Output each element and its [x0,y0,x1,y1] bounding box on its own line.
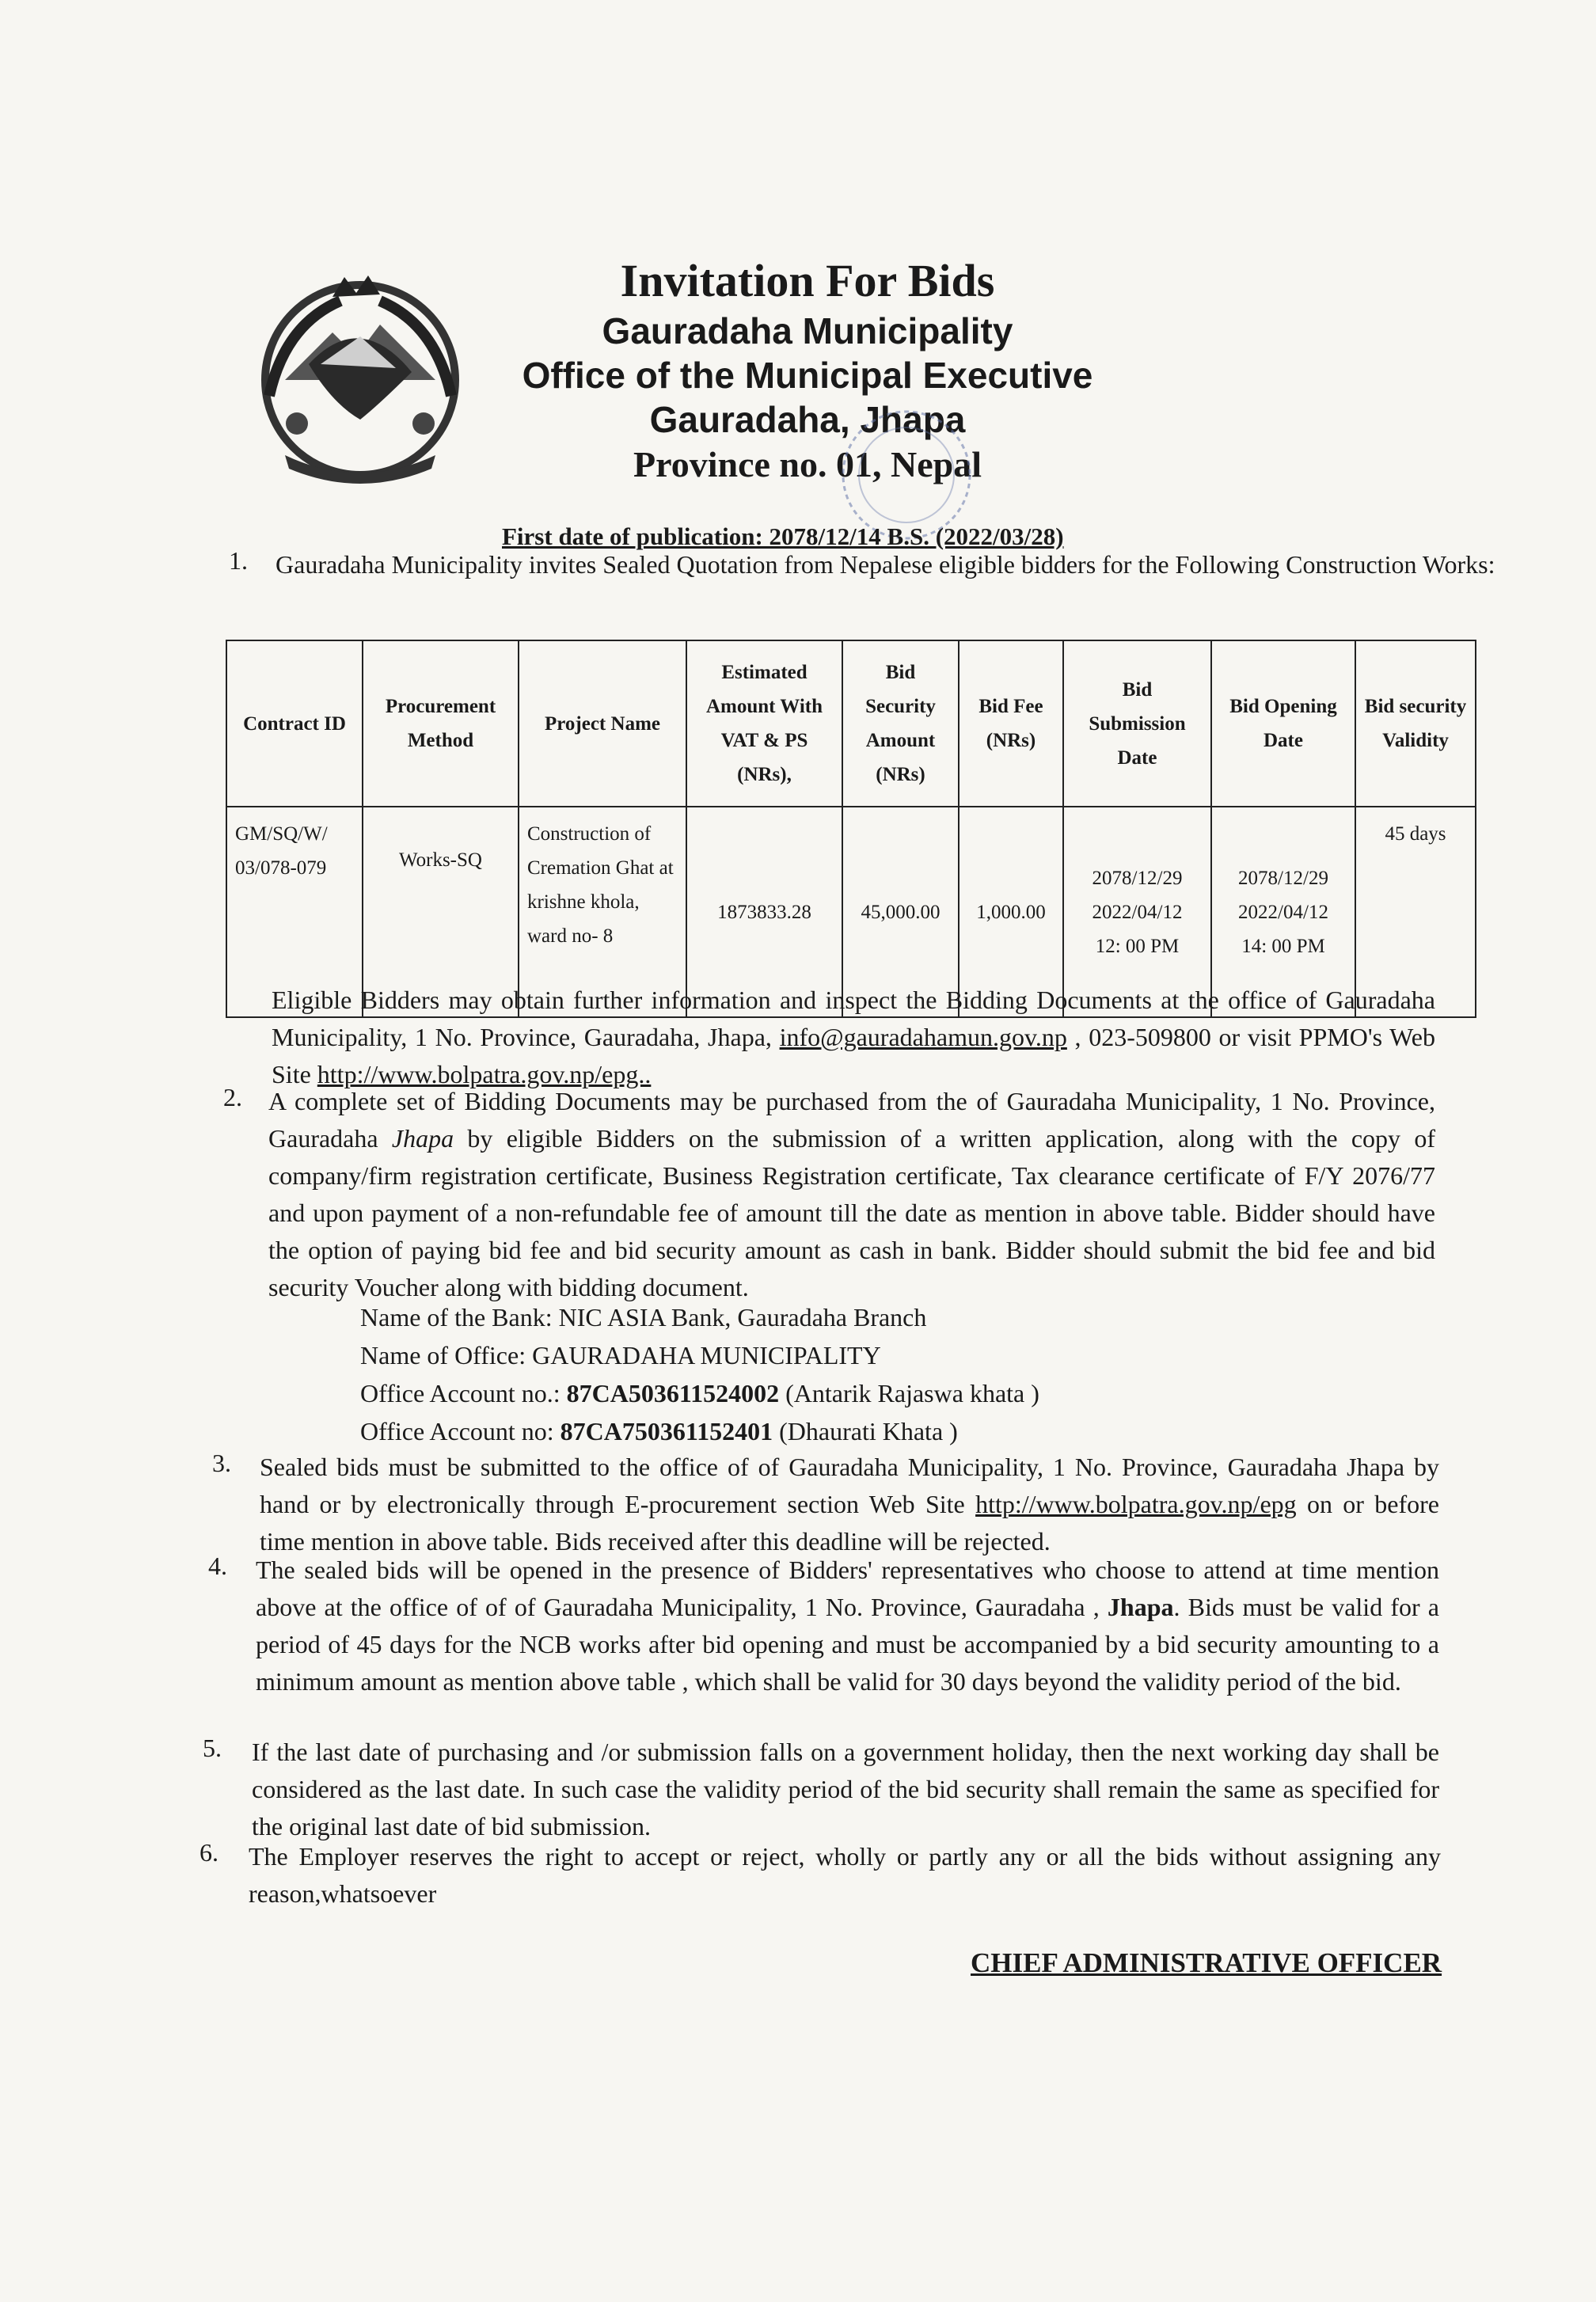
col-bid-security: Bid Security Amount (NRs) [842,640,959,807]
item-3-text-b: on or before time mention in above table. Bids received after this deadline will be rejected. [260,1490,1439,1556]
item-1-info-text: Eligible Bidders may obtain further information and inspect the Bidding Documents at the office of Gauradaha Municipality, 1 No. Province, Gauradaha, Jhapa, [272,986,1435,1051]
account-2-label: Office Account no: [360,1417,560,1445]
submission-date-ad: 2022/04/12 [1092,901,1183,923]
col-bid-fee: Bid Fee (NRs) [959,640,1063,807]
item-1-contact-text: , 023-509800 or visit PPMO's Web Site [272,1023,1436,1088]
item-4-text-b: . Bids must be valid for a period of 45 days for the NCB works after bid opening and must be accompanied by a bid security amounting to a minimum amount as mention above table , which shall be valid for 30 days beyond the validity period of the bid. [256,1593,1440,1696]
item-5-text: If the last date of purchasing and /or submission falls on a government holiday, then the next working day shall be considered as the last date. In such case the validity period of the bid security shall remain the same as specified for the original last date of bid submission. [252,1738,1439,1840]
col-contract-id: Contract ID [226,640,363,807]
office-location: Gauradaha, Jhapa [649,399,966,440]
publication-date: First date of publication: 2078/12/14 B.S. (2022/03/28) [502,522,1064,550]
item-4-text-a: The sealed bids will be opened in the presence of Bidders' representatives who choose to attend at time mention above at the office of of of Gauradaha Municipality, 1 No. Province, Gauradaha , [256,1556,1439,1621]
item-2-text [268,1083,1435,1306]
account-2 [360,1412,958,1450]
item-number-2: 2. [223,1083,242,1111]
col-project-name: Project Name [519,640,686,807]
submission-date-bs: 2078/12/29 [1092,867,1183,889]
col-procurement-method: Procurement Method [363,640,519,807]
item-number-6: 6. [200,1838,218,1867]
municipality-name: Gauradaha Municipality [602,310,1013,351]
col-security-validity: Bid security Validity [1355,640,1476,807]
item-1-text: Gauradaha Municipality invites Sealed Quotation from Nepalese eligible bidders for the Following Construction Works: [276,550,1495,579]
ppmo-website-link[interactable]: http://www.bolpatra.gov.np/epg.. [317,1060,652,1088]
account-1 [360,1374,1039,1412]
bank-name: Name of the Bank: NIC ASIA Bank, Gauradaha Branch [360,1303,927,1331]
col-opening-date: Bid Opening Date [1211,640,1355,807]
opening-date-ad: 2022/04/12 [1238,901,1328,923]
account-1-note: (Antarik Rajaswa khata ) [779,1379,1039,1407]
cell-procurement-method: Works-SQ [363,807,519,1017]
item-2-jhapa: Jhapa [391,1124,454,1153]
office-name: Office of the Municipal Executive [522,355,1093,396]
item-2-text-a: A complete set of Bidding Documents may be purchased from the of Gauradaha Municipality, 1 No. Province, Gauradaha [268,1087,1435,1153]
account-1-number: 87CA503611524002 [566,1379,780,1407]
cell-security-validity: 45 days [1355,807,1476,1017]
bid-table [226,640,1476,1018]
document-title: Invitation For Bids [620,255,995,306]
account-2-number: 87CA750361152401 [560,1417,773,1445]
col-estimated-amount: Estimated Amount With VAT & PS (NRs), [686,640,842,807]
cell-bid-security: 45,000.00 [842,807,959,1017]
item-2-text-b: by eligible Bidders on the submission of a written application, along with the copy of company/firm registration certificate, Business Registration certificate, Tax clearance certificate of F/Y 2076/77 and upon payment of a non-refundable fee of amount till the date as mention in above table. Bidder should have the option of paying bid fee and bid security amount as cash in bank. Bidder should submit the bid fee and bid security Voucher along with bidding document. [268,1124,1436,1301]
item-number-1: 1. [229,546,248,575]
email-link[interactable]: info@gauradahamun.gov.np [779,1023,1067,1051]
item-number-3: 3. [212,1449,231,1477]
item-3-text [260,1449,1439,1560]
cell-contract-id: GM/SQ/W/ 03/078-079 [226,807,363,1017]
item-1-continuation [272,982,1435,1093]
opening-time: 14: 00 PM [1241,935,1325,957]
item-4-text [256,1552,1439,1700]
cell-bid-fee: 1,000.00 [959,807,1063,1017]
col-submission-date: Bid Submission Date [1063,640,1211,807]
cell-estimated-amount: 1873833.28 [686,807,842,1017]
item-number-4: 4. [208,1552,227,1580]
account-1-label: Office Account no.: [360,1379,567,1407]
province-line: Province no. 01, Nepal [633,444,982,484]
item-number-5: 5. [203,1734,222,1762]
item-6-text: The Employer reserves the right to accept or reject, wholly or partly any or all the bids without assigning any reason,whatsoever [249,1842,1441,1908]
submission-time: 12: 00 PM [1095,935,1180,957]
signature-title: CHIEF ADMINISTRATIVE OFFICER [971,1947,1442,1978]
account-2-note: (Dhaurati Khata ) [773,1417,958,1445]
header [475,253,1140,488]
nepal-emblem-icon [238,261,483,499]
table-header-row [226,640,1476,807]
cell-project-name: Construction of Cremation Ghat at krishne khola, ward no- 8 [519,807,686,1017]
opening-date-bs: 2078/12/29 [1238,867,1328,889]
item-4-jhapa: Jhapa [1107,1593,1174,1621]
item-3-text-a: Sealed bids must be submitted to the office of of Gauradaha Municipality, 1 No. Province, Gauradaha Jhapa by hand or by electronically through E-procurement section Web Site [260,1453,1439,1518]
epg-website-link[interactable]: http://www.bolpatra.gov.np/epg [975,1490,1297,1518]
office-name-line: Name of Office: GAURADAHA MUNICIPALITY [360,1341,881,1369]
